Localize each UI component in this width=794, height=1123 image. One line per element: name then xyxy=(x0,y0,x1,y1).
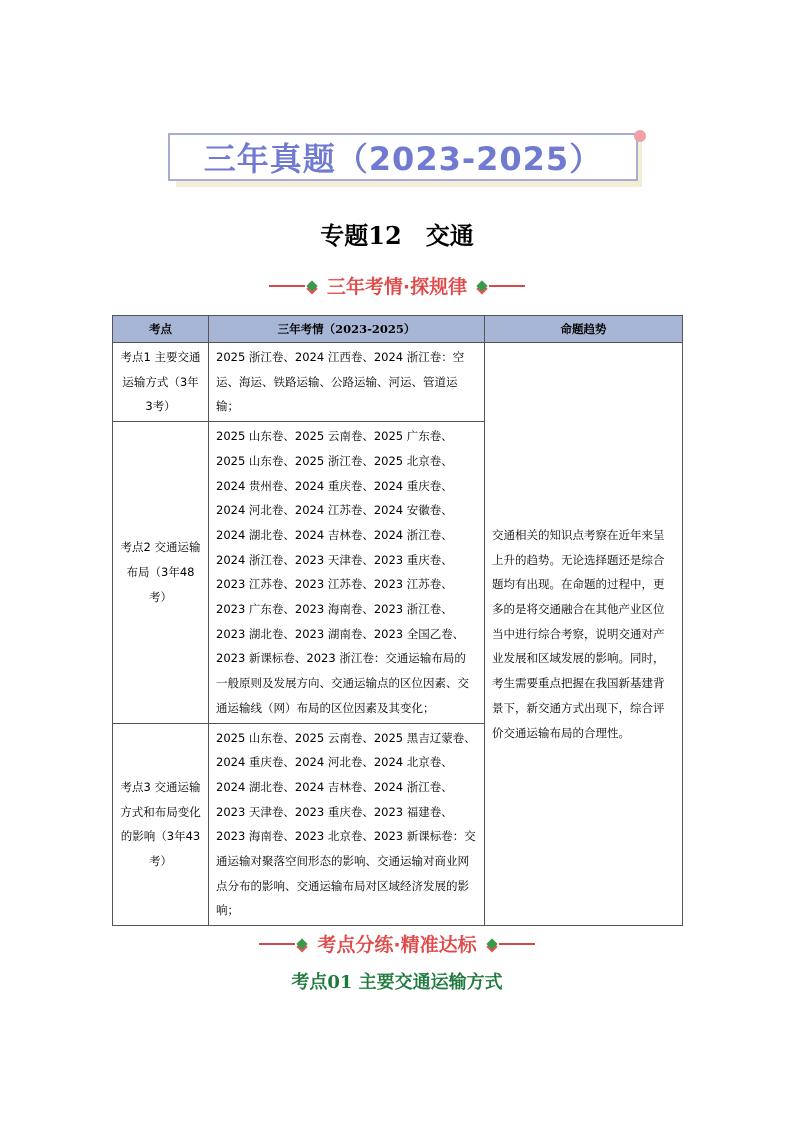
section-title-2: 考点分练·精准达标 xyxy=(317,934,477,956)
divider-line xyxy=(259,943,295,945)
header-cell-point: 考点 xyxy=(113,316,209,343)
point-cell: 考点3 交通运输方式和布局变化的影响（3年43考） xyxy=(113,723,209,926)
exam-overview-table xyxy=(112,315,683,926)
point-cell: 考点2 交通运输布局（3年48考） xyxy=(113,422,209,723)
table-row xyxy=(113,343,683,422)
diamond-icon xyxy=(306,280,317,291)
topic-title: 专题12 交通 xyxy=(320,221,474,250)
divider-line xyxy=(489,285,525,287)
diamond-icon xyxy=(297,938,308,949)
detail-cell: 2025 浙江卷、2024 江西卷、2024 浙江卷：空运、海运、铁路运输、公路运输、河运、管道运输； xyxy=(209,343,485,422)
diamond-icon xyxy=(486,938,497,949)
banner-dot-icon xyxy=(634,130,646,142)
header-cell-detail: 三年考情（2023-2025） xyxy=(209,316,485,343)
banner-title: 三年真题（2023-2025） xyxy=(203,140,603,178)
point-cell: 考点1 主要交通运输方式（3年3考） xyxy=(113,343,209,422)
section-title-1: 三年考情·探规律 xyxy=(326,276,468,298)
section-header-1 xyxy=(0,272,794,299)
banner-box xyxy=(168,133,638,181)
trend-cell: 交通相关的知识点考察在近年来呈上升的趋势。无论选择题还是综合题均有出现。在命题的过程中，更多的是将交通融合在其他产业区位当中进行综合考察，说明交通对产业发展和区域发展的影响。同时，考生需要重点把握在我国新基建背景下，新交通方式出现下，综合评价交通运输布局的合理性。 xyxy=(485,343,683,926)
detail-cell: 2025 山东卷、2025 云南卷、2025 黑吉辽蒙卷、2024 重庆卷、2024 河北卷、2024 北京卷、2024 湖北卷、2024 吉林卷、2024 浙江卷、2023 天津卷、2023 重庆卷、2023 福建卷、2023 海南卷、2023 北京卷、2023 新课标卷：交通运输对聚落空间形态的影响、交通运输对商业网点分布的影响、交通运输布局对区域经济发展的影响； xyxy=(209,723,485,926)
diamond-icon xyxy=(476,280,487,291)
table-header-row xyxy=(113,316,683,343)
section-header-2 xyxy=(0,930,794,957)
detail-cell: 2025 山东卷、2025 云南卷、2025 广东卷、2025 山东卷、2025 浙江卷、2025 北京卷、2024 贵州卷、2024 重庆卷、2024 重庆卷、2024 河北卷、2024 江苏卷、2024 安徽卷、2024 湖北卷、2024 吉林卷、2024 浙江卷、2024 浙江卷、2023 天津卷、2023 重庆卷、2023 江苏卷、2023 江苏卷、2023 江苏卷、2023 广东卷、2023 海南卷、2023 浙江卷、2023 湖北卷、2023 湖南卷、2023 全国乙卷、2023 新课标卷、2023 浙江卷：交通运输布局的一般原则及发展方向、交通运输点的区位因素、交通运输线（网）布局的区位因素及其变化； xyxy=(209,422,485,723)
exam-point-subtitle: 考点01 主要交通运输方式 xyxy=(291,972,503,993)
divider-line xyxy=(269,285,305,287)
divider-line xyxy=(499,943,535,945)
header-cell-trend: 命题趋势 xyxy=(485,316,683,343)
title-banner xyxy=(168,133,642,187)
